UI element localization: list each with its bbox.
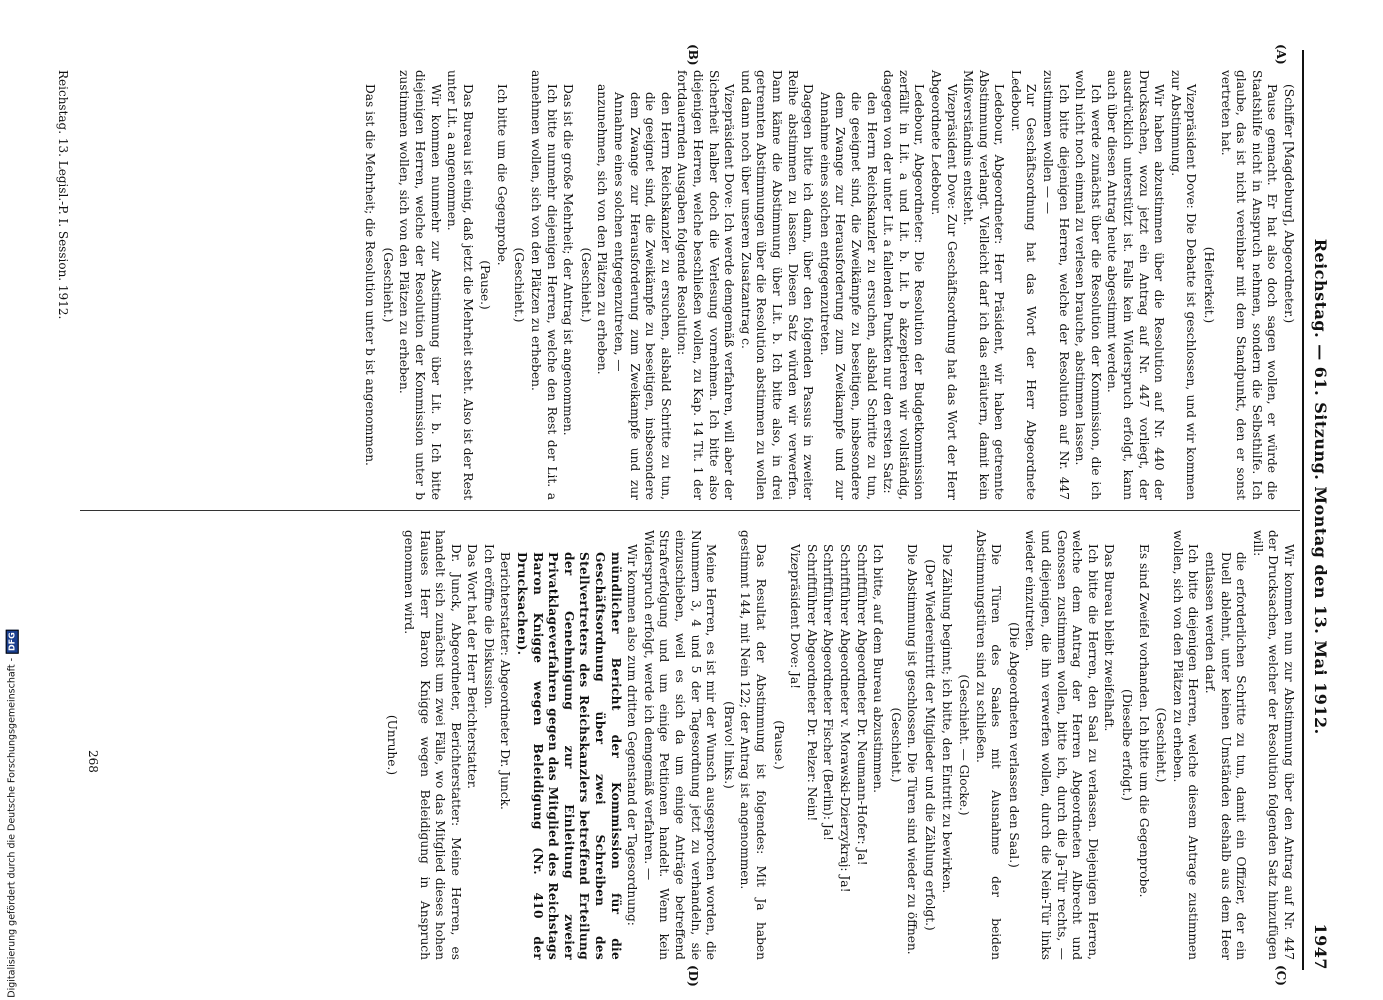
footer-page-number: 268	[86, 750, 100, 773]
left-column-paragraph: Das ist die große Mehrheit; der Antrag ist angenommen.	[561, 84, 576, 436]
right-column-paragraph: Schriftführer Abgeordneter v. Morawski-Dzierzykraj: Ja!	[837, 544, 852, 893]
right-column-paragraph: (Bravo! links.)	[721, 701, 736, 789]
left-column-paragraph: Ich werde zunächst über die Resolution der Kommission, die ich wohl nicht noch einmal zu verlesen brauche, abstimmen lassen.	[1073, 70, 1103, 500]
right-column-paragraph: Ich bitte, auf dem Bureau abzustimmen.	[871, 544, 886, 794]
right-column-paragraph: Vizepräsident Dove: Ja!	[788, 544, 803, 690]
right-column-paragraph: die erforderlichen Schritte zu tun, damit ein Offizier, der ein Duell ablehnt, unter keinen Umständen deshalb aus dem Heer entlassen werden darf.	[1203, 552, 1249, 960]
right-column-paragraph: Die Türen des Saales mit Ausnahme der beiden Abstimmungstüren sind zu schließen.	[973, 530, 1004, 960]
right-column-paragraph: (Pause.)	[771, 720, 786, 770]
right-column-paragraph: Wir kommen also zum dritten Gegenstand der Tagesordnung:	[625, 544, 640, 926]
left-column-paragraph: den Herrn Reichskanzler zu ersuchen, alsbald Schritte zu tun, die geeignet sind, die Zweikämpfe zu beseitigen, insbesondere dem Zwange zur Herausforderung zum Zweikampfe und zur Annahme eines solchen entgegenzutreten.	[817, 92, 879, 500]
document-page	[40, 30, 1340, 990]
right-column-paragraph: Berichterstatter: Abgeordneter Dr. Junck.	[498, 552, 513, 810]
left-column-paragraph: (Pause.)	[478, 260, 493, 310]
right-column-paragraph: Schriftführer Abgeordneter Dr. Neumann-Hofer: Ja!	[854, 544, 869, 866]
left-column-paragraph: (Heiterkeit.)	[1202, 246, 1217, 324]
left-column-paragraph: Ich bitte um die Gegenprobe.	[494, 84, 509, 266]
right-column-paragraph: Ich eröffne die Diskussion.	[481, 544, 496, 709]
right-column-paragraph: (Geschieht. — Glocke.)	[957, 674, 972, 816]
header-rule	[1302, 50, 1304, 970]
left-column-paragraph: Vizepräsident Dove: Die Debatte ist geschlossen, und wir kommen zur Abstimmung.	[1168, 70, 1199, 500]
right-column-paragraph: (Der Wiedereintritt der Mitglieder und die Zählung erfolgt.)	[922, 559, 937, 931]
left-column-paragraph: Ich bitte nunmehr diejenigen Herren, welche den Rest der Lit. a annehmen wollen, sich von den Plätzen zu erheben.	[529, 70, 559, 500]
right-column-paragraph: Meine Herren, es ist mir der Wunsch ausgesprochen worden, die Nummern 3, 4 und 5 der Tagesordnung jetzt zu verhandeln, sie einzuschieben, weil es sich da um einige Anträge betreffend Strafverfolgung und um einige Petitionen handelt. Wenn kein Widerspruch erfolgt, werde ich demgemäß verfahren. —	[641, 530, 719, 960]
right-column-paragraph: Es sind Zweifel vorhanden. Ich bitte um die Gegenprobe.	[1136, 544, 1151, 898]
left-column-paragraph: Zur Geschäftsordnung hat das Wort der Herr Abgeordnete Ledebour.	[1008, 70, 1039, 500]
right-column-paragraph: (Geschieht.)	[888, 707, 903, 783]
left-column-paragraph: Ledebour, Abgeordneter: Die Resolution der Budgetkommission zerfällt in Lit. a und Lit. b. Lit. b akzeptieren wir vollständig, dagegen von der unter Lit. a fallenden Punkten nur den ersten Satz:	[881, 70, 927, 500]
left-column-paragraph: Ich bitte diejenigen Herren, welche der Resolution auf Nr. 447 zustimmen wollen — —	[1041, 70, 1071, 500]
left-column-paragraph: Ledebour, Abgeordneter: Herr Präsident, wir haben getrennte Abstimmung verlangt. Vielleicht darf ich das erläutern, damit kein Mißverständnis entsteht.	[961, 70, 1007, 500]
left-column-paragraph: Dagegen bitte ich dann, über den folgenden Passus in zweiter Reihe abstimmen zu lassen. Diesen Satz würden wir verwerfen. Dann käme die Abstimmung über Lit. b. Ich bitte also, in drei getrennten Abstimmungen über die Resolution abstimmen zu wollen und dann noch über unseren Zusatzantrag c.	[738, 70, 816, 500]
left-column-paragraph: anzunehmen, sich von den Plätzen zu erheben.	[595, 84, 610, 375]
dfg-logo-icon: DFG	[6, 629, 19, 654]
left-column-paragraph: Pause gemacht. Er hat also doch sagen wollen, er würde die Staatshilfe nicht in Anspruch nehmen, sondern die Selbsthilfe. Ich glaube, das ist nicht vereinbar mit dem Standpunkt, den er sonst vertreten hat.	[1218, 70, 1280, 500]
right-column-paragraph: mündlicher Bericht der Kommission für die Geschäftsordnung über zwei Schreiben des Stellvertreters des Reichskanzlers betreffend Erteilung der Genehmigung zur Einleitung zweier Privatklageverfahren gegen das Mitglied des Reichstags Baron Knigge wegen Beleidigung (Nr. 410 der Drucksachen).	[515, 552, 623, 960]
footer-citation: Reichstag. 13. Legisl.-P. I. Session. 1912.	[56, 70, 70, 320]
left-column-paragraph: Wir kommen nunmehr zur Abstimmung über Lit. b. Ich bitte diejenigen Herren, welche der Resolution der Kommission unter b zustimmen wollen, sich von den Plätzen zu erheben.	[397, 70, 443, 500]
right-column-paragraph: Schriftführer Abgeordneter Fischer (Berlin): Ja!	[821, 544, 836, 841]
right-column-paragraph: Schriftführer Abgeordneter Dr. Pelzer: Nein!	[804, 544, 819, 822]
dfg-note-text: Digitalisierung gefördert durch die Deutsche Forschungsgemeinschaft -	[6, 657, 18, 998]
right-column-paragraph: Die Abstimmung ist geschlossen. Die Türen sind wieder zu öffnen.	[905, 544, 920, 955]
right-column-paragraph: (Die Abgeordneten verlassen den Saal.)	[1006, 622, 1021, 868]
margin-mark-d: (D)	[686, 965, 700, 987]
margin-mark-a: (A)	[1274, 44, 1288, 65]
right-column-paragraph: Das Bureau bleibt zweifelhaft.	[1102, 544, 1117, 732]
left-column-paragraph: den Herrn Reichskanzler zu ersuchen, alsbald Schritte zu tun, die geeignet sind, die Zweikämpfe zu beseitigen, insbesondere dem Zwange zur Herausforderung zum Zweikampfe und zur Annahme eines solchen entgegenzutreten, —	[612, 92, 673, 500]
header-page-number: 1947	[1311, 923, 1331, 970]
right-column-paragraph: Wir kommen nun zur Abstimmung über den Antrag auf Nr. 447 der Drucksachen, welcher der Resolution folgenden Satz hinzufügen will:	[1250, 530, 1296, 960]
left-column-paragraph: Vizepräsident Dove: Zur Geschäftsordnung hat das Wort der Herr Abgeordnete Ledebour.	[928, 70, 959, 500]
left-column-paragraph: Das ist die Mehrheit; die Resolution unter b ist angenommen.	[363, 84, 378, 466]
left-column-paragraph: (Geschieht.)	[578, 247, 593, 323]
header-title: Reichstag. — 61. Sitzung. Montag den 13. Mai 1912.	[1311, 238, 1331, 735]
left-column-paragraph: (Schiffer [Magdeburg], Abgeordneter.)	[1282, 84, 1296, 324]
margin-mark-c: (C)	[1274, 965, 1288, 986]
left-column-paragraph: Das Bureau ist einig, daß jetzt die Mehrheit steht. Also ist der Rest unter Lit. a angenommen.	[445, 70, 475, 500]
right-column-paragraph: (Geschieht.)	[1154, 707, 1169, 783]
right-column-paragraph: Dr. Junck, Abgeordneter, Berichterstatter: Meine Herren, es handelt sich zunächst um zwei Fälle, wo das Mitglied dieses hohen Hauses Herr Baron Knigge wegen Beleidigung in Anspruch genommen wird.	[401, 530, 463, 960]
left-column-paragraph: (Geschieht.)	[380, 247, 395, 323]
left-column	[361, 70, 1296, 500]
right-column-paragraph: (Dieselbe erfolgt.)	[1120, 688, 1135, 801]
right-column-paragraph: (Unruhe.)	[385, 714, 400, 776]
right-column-paragraph: Das Resultat der Abstimmung ist folgendes: Mit Ja haben gestimmt 144, mit Nein 122; der Antrag ist angenommen.	[738, 530, 768, 960]
margin-mark-b: (B)	[686, 44, 700, 66]
column-divider	[80, 510, 1300, 511]
right-column-paragraph: Ich bitte die Herren, den Saal zu verlassen. Diejenigen Herren, welche dem Antrag der Herren Abgeordneten Albrecht und Genossen zustimmen wollen, bitte ich, durch die Ja-Tür rechts, — und diejenigen, die ihn verwerfen wollen, durch die Nein-Tür links wieder einzutreten.	[1023, 530, 1100, 960]
page-header	[1308, 50, 1334, 970]
right-column-paragraph: Die Zählung beginnt; ich bitte, den Eintritt zu bewirken.	[939, 544, 954, 894]
left-column-paragraph: (Geschieht.)	[512, 247, 527, 323]
right-column-paragraph: Das Wort hat der Herr Berichterstatter.	[465, 544, 480, 790]
right-column	[382, 530, 1296, 960]
left-column-paragraph: Vizepräsident Dove: Ich werde demgemäß verfahren, will aber der Sicherheit halber doch die Verlesung vornehmen. Ich bitte also diejenigen Herren, welche beschließen wollen, zu Kap. 14 Tit. 1 der fortdauernden Ausgaben folgende Resolution:	[675, 70, 737, 500]
left-column-paragraph: Wir haben abzustimmen über die Resolution auf Nr. 440 der Drucksachen, wozu jetzt ein Antrag auf Nr. 447 vorliegt, der ausdrücklich unterstützt ist. Falls kein Widerspruch erfolgt, kann auch über diesen Antrag heute abgestimmt werden.	[1105, 70, 1167, 500]
dfg-side-note	[2, 620, 22, 1000]
right-column-paragraph: Ich bitte diejenigen Herren, welche diesem Antrage zustimmen wollen, sich von den Plätzen zu erheben.	[1170, 530, 1201, 960]
